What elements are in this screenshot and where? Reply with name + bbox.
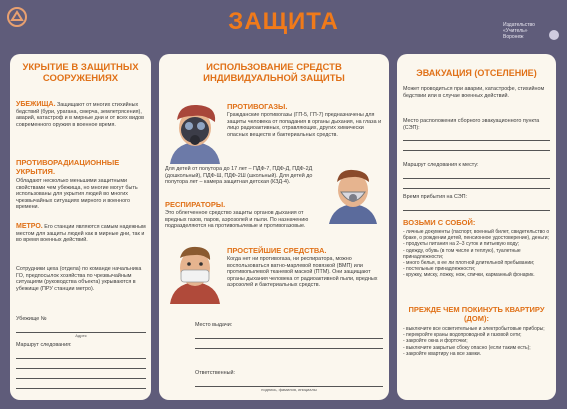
antirad-title: ПРОТИВОРАДИАЦИОННЫЕ УКРЫТИЯ. — [16, 158, 120, 176]
assembly-route-line[interactable] — [403, 179, 550, 189]
list-item: - кружку, миску, ложку, нож, спички, карманный фонарик. — [403, 272, 535, 279]
assembly-line[interactable] — [403, 131, 550, 141]
route-line[interactable] — [16, 359, 146, 369]
publisher-info — [503, 22, 543, 40]
assembly-point-label: Место расположения сборного эвакуационного пункта (СЭП): — [403, 118, 540, 131]
shelter-number-field[interactable] — [16, 316, 146, 339]
antirad-text: Обладают несколько меньшими защитными свойствами чем убежища, но многие могут быть использованы для укрытия людей во многих чрезвычайных ситуациях мирного и военного времени. — [16, 178, 138, 211]
shelter-label: УБЕЖИЩА. — [16, 101, 56, 108]
route-line[interactable] — [16, 369, 146, 379]
assembly-route-field[interactable] — [403, 162, 550, 189]
issue-place-field[interactable] — [195, 322, 383, 349]
publisher-badge-icon — [549, 30, 559, 40]
signal-text: Сотрудники цеха (отдела) по команде начальника ГО, предпосылок хозяйства по чрезвычайным ситуациям (руководства объекта) укрываются в убежище (ПРУ станции метро). — [16, 266, 142, 292]
publisher-line: «Учитель» — [503, 28, 528, 34]
responsible-field[interactable] — [195, 370, 383, 393]
list-item: - закройте окна и форточки; — [403, 338, 468, 345]
page-title: ЗАЩИТА — [228, 8, 339, 35]
evacuation-panel — [397, 54, 556, 400]
responsible-line[interactable] — [195, 377, 383, 387]
metro-text: Его станции являются самым надежным местом для защиты людей как в мирные дни, так и во время военных действий. — [16, 224, 146, 244]
gauze-mask-person-illustration — [165, 240, 225, 304]
assembly-route-line[interactable] — [403, 169, 550, 179]
evacuation-intro: Может проводиться при аварии, катастрофе, стихийном бедствии или в случае военных действий. — [403, 86, 545, 99]
metro-paragraph — [16, 224, 146, 244]
shelter-panel-title: УКРЫТИЕ В ЗАЩИТНЫХ СООРУЖЕНИЯХ — [22, 62, 139, 84]
shelter-route-field[interactable] — [16, 342, 146, 389]
gas-mask-title: ПРОТИВОГАЗЫ. — [227, 102, 288, 111]
kids-text: Для детей от полутора до 17 лет – ПДФ-7, ПДФ-Д, ПДФ-2Д (дошкольный), ПДФ-Ш, ПДФ-2Ш (школьный). Для детей до полутора лет – камера защитная детская (КЗД-4). — [165, 166, 313, 186]
issue-place-label: Место выдачи: — [195, 322, 233, 328]
gas-mask-text: Гражданские противогазы (ГП-5, ГП-7) предназначены для защиты человека от попадания в органы дыхания, на глаза и лицо радиоактивных, отравляющих, других химически опасных веществ и бактериальных средств. — [227, 112, 382, 138]
evacuation-panel-title: ЭВАКУАЦИЯ (ОТСЕЛЕНИЕ) — [416, 68, 537, 78]
simple-means-text: Когда нет ни противогаза, ни респиратора, можно воспользоваться ватно-марлевой повязкой (ВМП) или противопылевой тканевой маской (ПТМ). Они защищают органы дыхания человека от радиоактивной пыли, вредных аэрозолей и бактериальных средств. — [227, 256, 378, 289]
list-item: - выключите все осветительные и электробытовые приборы; — [403, 326, 545, 332]
route-line[interactable] — [16, 349, 146, 359]
list-item: - закройте квартиру на все замки. — [403, 350, 482, 357]
take-with-you-title: ВОЗЬМИ С СОБОЙ: — [403, 218, 476, 227]
arrival-time-label: Время прибытия на СЭП: — [403, 194, 468, 200]
list-item: - продукты питания на 2–3 суток и питьевую воду; — [403, 241, 520, 248]
respirator-title: РЕСПИРАТОРЫ. — [165, 200, 226, 209]
list-item: - постельные принадлежности; — [403, 266, 476, 273]
list-item: - перекройте краны водопроводной и газовой сети; — [403, 332, 522, 339]
list-item: - выключите закрытые сбоку опасно (если таким есть); — [403, 344, 531, 351]
signature-caption: подпись, фамилия, инициалы — [261, 386, 317, 392]
publisher-line: Издательство — [503, 22, 535, 28]
arrival-time-field[interactable] — [403, 194, 550, 211]
shelter-text: Защищают от многих стихийных бедствий (бури, урагана, смерча, землетрясения), аварий, катастроф и в мирные дни и от всех видов современного оружия в военное время. — [16, 102, 145, 128]
route-line[interactable] — [16, 379, 146, 389]
list-item: - много белья, в ее ли плотной длительной пребывании; — [403, 260, 535, 267]
address-caption: Адрес — [75, 332, 87, 338]
ppe-panel-title: ИСПОЛЬЗОВАНИЕ СРЕДСТВ ИНДИВИДУАЛЬНОЙ ЗАЩИТЫ — [203, 62, 345, 84]
ppe-panel — [159, 54, 389, 400]
issue-place-line[interactable] — [195, 329, 383, 339]
assembly-line[interactable] — [403, 141, 550, 151]
arrival-time-line[interactable] — [403, 201, 550, 211]
before-leaving-title: ПРЕЖДЕ ЧЕМ ПОКИНУТЬ КВАРТИРУ (ДОМ): — [408, 305, 545, 323]
shelter-route-label: Маршрут следования: — [16, 342, 72, 348]
issue-place-line[interactable] — [195, 339, 383, 349]
metro-label: МЕТРО. — [16, 223, 43, 230]
list-item: - личные документы (паспорт, военный билет, свидетельство о браке, о рождении детей, пенсионное удостоверение), деньги; — [403, 229, 550, 242]
shelter-number-line[interactable] — [16, 323, 146, 333]
shelter-paragraph — [16, 102, 146, 128]
take-with-you-list — [403, 229, 550, 279]
list-item: - одежду, обувь (в том числе и теплую), туалетные принадлежности; — [403, 247, 521, 260]
simple-means-title: ПРОСТЕЙШИЕ СРЕДСТВА. — [227, 246, 327, 255]
gas-mask-person-illustration — [165, 100, 225, 164]
shelter-number-label: Убежище № — [16, 316, 47, 322]
responsible-label: Ответственный: — [195, 370, 235, 376]
before-leaving-list — [403, 326, 550, 357]
respirator-person-illustration — [323, 164, 383, 224]
assembly-route-label: Маршрут следования к месту: — [403, 162, 479, 168]
assembly-point-field[interactable] — [403, 118, 550, 151]
shelter-panel — [10, 54, 151, 400]
publisher-line: Воронеж — [503, 34, 524, 40]
respirator-text: Это облегченное средство защиты органов дыхания от вредных газов, паров, аэрозолей и пыли. По назначению подразделяются на противопылевые и противогазовые. — [165, 210, 309, 230]
